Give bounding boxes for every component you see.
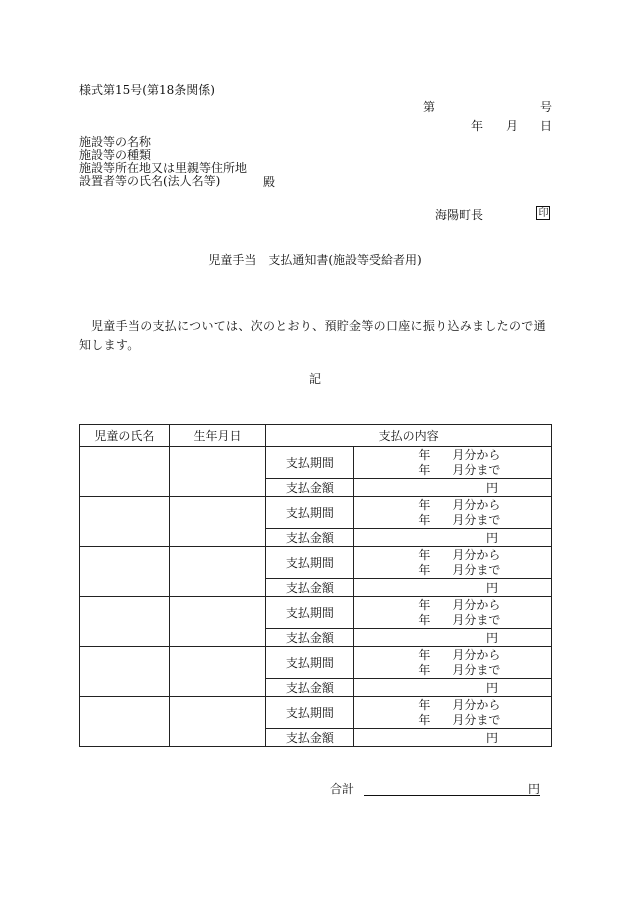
period-value-cell[interactable] [354, 697, 552, 729]
birth-date-cell[interactable] [169, 597, 266, 647]
header-payment-content: 支払の内容 [266, 425, 552, 447]
table-header-row [80, 425, 552, 447]
amount-value-cell[interactable] [354, 479, 552, 497]
period-label: 支払期間 [266, 647, 354, 679]
document-title: 児童手当 支払通知書(施設等受給者用) [208, 253, 422, 267]
amount-label: 支払金額 [266, 729, 354, 747]
period-label: 支払期間 [266, 597, 354, 629]
period-label: 支払期間 [266, 497, 354, 529]
total-amount-line[interactable] [364, 795, 540, 796]
period-value-cell[interactable] [354, 597, 552, 629]
period-from-month: 月分から [452, 448, 501, 462]
child-name-cell[interactable] [80, 597, 170, 647]
period-from-month: 月分から [452, 548, 501, 562]
child-name-cell[interactable] [80, 497, 170, 547]
table-row [80, 597, 552, 629]
facility-name-label: 施設等の名称 [79, 135, 152, 149]
honorific: 殿 [263, 175, 276, 189]
birth-date-cell[interactable] [169, 447, 266, 497]
facility-address-label: 施設等所在地又は里親等住所地 [79, 161, 248, 175]
period-from-month: 月分から [452, 598, 501, 612]
birth-date-cell[interactable] [169, 647, 266, 697]
period-to-year: 年 [418, 463, 431, 477]
period-from-month: 月分から [452, 648, 501, 662]
period-from-year: 年 [418, 598, 431, 612]
amount-value-cell[interactable] [354, 729, 552, 747]
amount-value-cell[interactable] [354, 679, 552, 697]
table-row [80, 697, 552, 729]
amount-label: 支払金額 [266, 479, 354, 497]
amount-label: 支払金額 [266, 629, 354, 647]
seal-mark: 印 [536, 206, 550, 220]
payment-table [79, 424, 552, 747]
amount-label: 支払金額 [266, 529, 354, 547]
child-name-cell[interactable] [80, 447, 170, 497]
period-to-month: 月分まで [452, 613, 501, 627]
period-from-year: 年 [418, 648, 431, 662]
child-name-cell[interactable] [80, 697, 170, 747]
total-label: 合計 [330, 782, 355, 796]
period-from-month: 月分から [452, 498, 501, 512]
period-from-year: 年 [418, 448, 431, 462]
total-unit: 円 [528, 782, 541, 796]
period-from-year: 年 [418, 548, 431, 562]
table-row [80, 547, 552, 579]
issuer-name: 海陽町長 [435, 208, 484, 222]
amount-unit: 円 [485, 530, 498, 545]
birth-date-cell[interactable] [169, 697, 266, 747]
amount-label: 支払金額 [266, 679, 354, 697]
birth-date-cell[interactable] [169, 547, 266, 597]
amount-value-cell[interactable] [354, 629, 552, 647]
amount-unit: 円 [485, 480, 498, 495]
period-label: 支払期間 [266, 447, 354, 479]
period-to-year: 年 [418, 613, 431, 627]
period-value-cell[interactable] [354, 647, 552, 679]
period-from-year: 年 [418, 498, 431, 512]
child-name-cell[interactable] [80, 547, 170, 597]
period-label: 支払期間 [266, 697, 354, 729]
header-birth-date: 生年月日 [169, 425, 266, 447]
period-to-month: 月分まで [452, 513, 501, 527]
period-value-cell[interactable] [354, 547, 552, 579]
period-value-cell[interactable] [354, 497, 552, 529]
period-to-month: 月分まで [452, 663, 501, 677]
amount-unit: 円 [485, 730, 498, 745]
amount-value-cell[interactable] [354, 579, 552, 597]
period-to-month: 月分まで [452, 463, 501, 477]
period-from-year: 年 [418, 698, 431, 712]
period-to-year: 年 [418, 663, 431, 677]
amount-value-cell[interactable] [354, 529, 552, 547]
period-to-month: 月分まで [452, 563, 501, 577]
period-to-year: 年 [418, 513, 431, 527]
body-text: 児童手当の支払については、次のとおり、預貯金等の口座に振り込みましたので通知します。 [79, 319, 546, 352]
founder-name-label: 設置者等の氏名(法人名等) [79, 174, 221, 188]
date-day: 日 [540, 119, 553, 133]
table-row [80, 647, 552, 679]
table-row [80, 497, 552, 529]
issue-number-suffix: 号 [540, 100, 553, 114]
period-to-year: 年 [418, 563, 431, 577]
date-year: 年 [471, 119, 484, 133]
amount-label: 支払金額 [266, 579, 354, 597]
date-month: 月 [506, 119, 519, 133]
table-body [80, 447, 552, 747]
header-child-name: 児童の氏名 [80, 425, 170, 447]
issue-number-prefix: 第 [423, 100, 436, 114]
amount-unit: 円 [485, 580, 498, 595]
amount-unit: 円 [485, 680, 498, 695]
table-row [80, 447, 552, 479]
period-from-month: 月分から [452, 698, 501, 712]
birth-date-cell[interactable] [169, 497, 266, 547]
form-number: 様式第15号(第18条関係) [79, 83, 215, 97]
period-to-month: 月分まで [452, 713, 501, 727]
facility-type-label: 施設等の種類 [79, 148, 152, 162]
period-value-cell[interactable] [354, 447, 552, 479]
amount-unit: 円 [485, 630, 498, 645]
period-to-year: 年 [418, 713, 431, 727]
ki-heading: 記 [308, 372, 321, 386]
period-label: 支払期間 [266, 547, 354, 579]
child-name-cell[interactable] [80, 647, 170, 697]
